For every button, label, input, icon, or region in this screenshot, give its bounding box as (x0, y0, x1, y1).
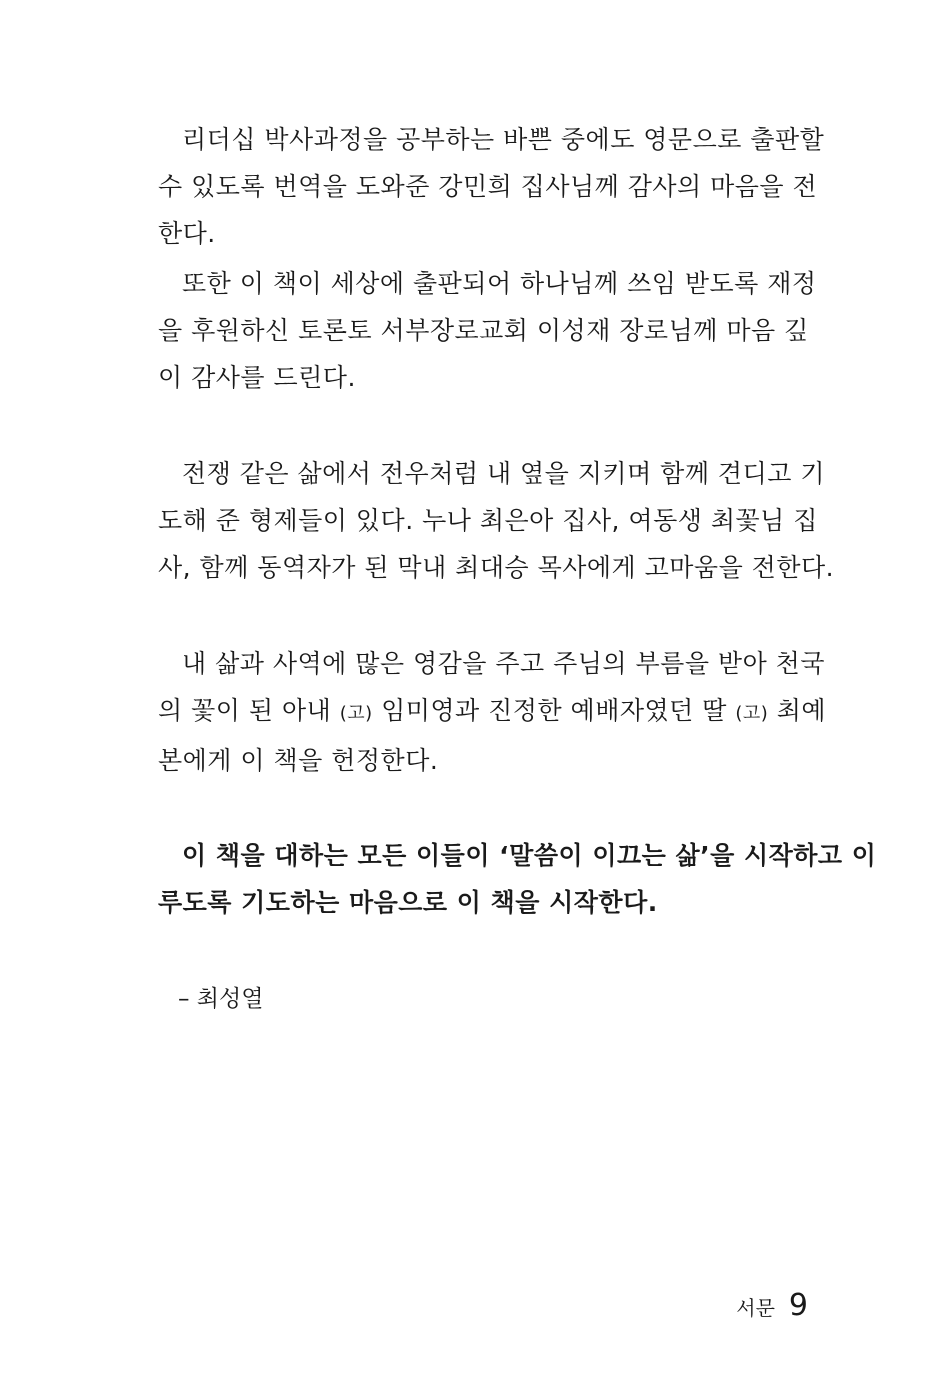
text-line: 사, 함께 동역자가 된 막내 최대승 목사에게 고마움을 전한다. (158, 553, 835, 582)
text-line: 이 감사를 드린다. (158, 363, 356, 392)
text-line (158, 687, 827, 737)
text-segment: 임미영과 진정한 예배자였던 딸 (381, 696, 727, 725)
text-segment: 최예 (776, 696, 827, 725)
text-line: 도해 준 형제들이 있다. 누나 최은아 집사, 여동생 최꽃님 집 (158, 506, 818, 535)
paragraph-dedication (158, 640, 827, 784)
text-line: 수 있도록 번역을 도와준 강민희 집사님께 감사의 마음을 전 (158, 172, 818, 201)
text-line: 이 책을 대하는 모든 이들이 ‘말씀이 이끄는 삶’을 시작하고 이 (182, 841, 877, 870)
deceased-mark: (고) (339, 703, 373, 724)
text-line: 내 삶과 사역에 많은 영감을 주고 주님의 부름을 받아 천국 (182, 649, 825, 678)
page-number: 9 (788, 1288, 808, 1323)
text-line: 또한 이 책이 세상에 출판되어 하나님께 쓰임 받도록 재정 (182, 269, 817, 298)
paragraph-closing-prayer (158, 832, 877, 926)
deceased-mark: (고) (735, 703, 769, 724)
text-segment: 의 꽃이 된 아내 (158, 696, 332, 725)
page-footer (736, 1288, 808, 1323)
paragraph-thanks-siblings (158, 450, 835, 591)
text-line: 본에게 이 책을 헌정한다. (158, 746, 439, 775)
paragraph-thanks-sponsor (158, 260, 817, 401)
paragraph-thanks-translation (158, 116, 825, 257)
section-name: 서문 (736, 1296, 775, 1320)
text-line: 을 후원하신 토론토 서부장로교회 이성재 장로님께 마음 깊 (158, 316, 809, 345)
text-line: 루도록 기도하는 마음으로 이 책을 시작한다. (158, 888, 658, 917)
author-signature: – 최성열 (178, 986, 264, 1012)
text-line: 리더십 박사과정을 공부하는 바쁜 중에도 영문으로 출판할 (182, 125, 825, 154)
text-line: 전쟁 같은 삶에서 전우처럼 내 옆을 지키며 함께 견디고 기 (182, 459, 825, 488)
text-line: 한다. (158, 219, 216, 248)
